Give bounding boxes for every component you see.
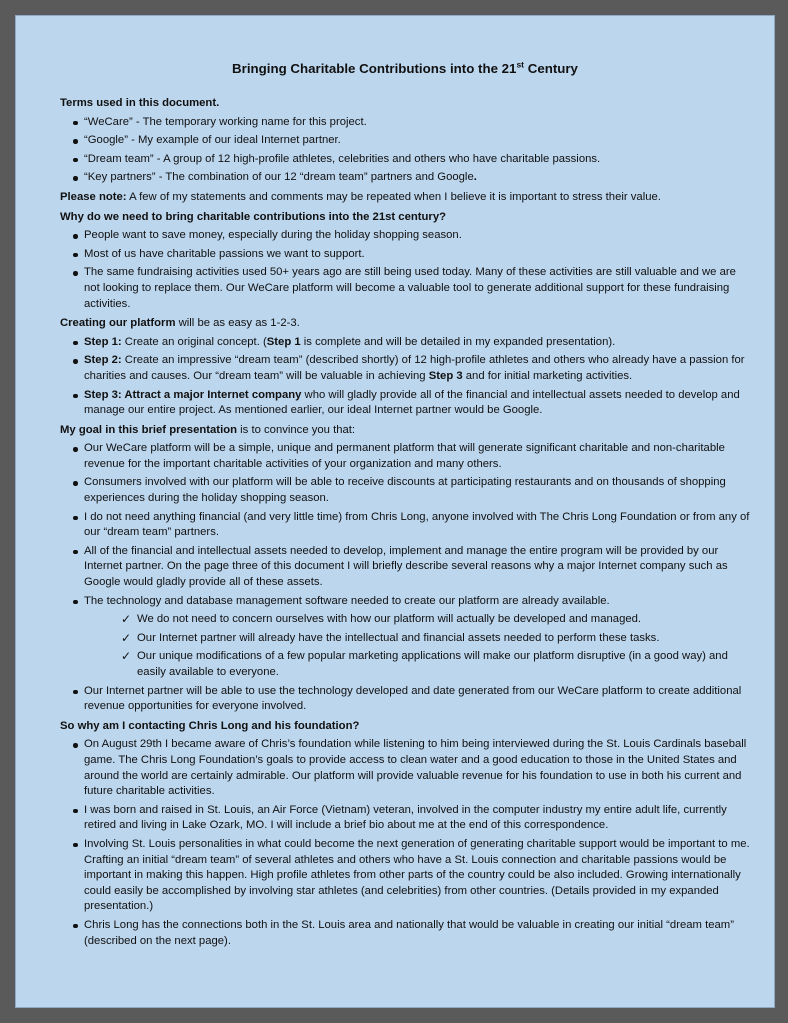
- list-item: The technology and database management software needed to create our platform are already available. ✓ We do not need to concern ourselves with how our platform will actually be developed and managed. ✓ Our Internet partner will already have the intellectual and financial assets needed to perform these tasks. ✓ Our unique modifications of a few popular marketing applications will make our platform disruptive (in a good way) and easily available to everyone.: [60, 594, 750, 681]
- document-title: [60, 60, 750, 77]
- checkmark-icon: ✓: [121, 612, 132, 627]
- check-item: ✓ Our Internet partner will already have the intellectual and financial assets needed to perform these tasks.: [121, 630, 660, 645]
- list-item: Consumers involved with our platform will be able to receive discounts at participating restaurants and on thousands of shopping experiences during the holiday shopping season.: [60, 475, 750, 506]
- check-list: [84, 612, 750, 680]
- why-list: [60, 228, 750, 312]
- steps-list: [60, 335, 750, 419]
- list-item: On August 29th I became aware of Chris’s foundation while listening to him being interviewed during the St. Louis Cardinals baseball game. The Chris Long Foundation’s goals to provide access to clean water and a good education to those in the United States and around the world are certainly admirable. Our platform will provide valuable revenue for his foundation to use in both his current and future charitable activities.: [60, 737, 750, 799]
- checkmark-icon: ✓: [121, 630, 132, 645]
- checkmark-icon: ✓: [121, 649, 132, 664]
- goal-list: [60, 441, 750, 715]
- list-item: Chris Long has the connections both in the St. Louis area and nationally that would be valuable in creating our initial “dream team” (described on the next page).: [60, 918, 750, 949]
- list-item: People want to save money, especially during the holiday shopping season.: [60, 228, 750, 244]
- contact-heading: So why am I contacting Chris Long and his foundation?: [60, 719, 360, 732]
- list-item: The same fundraising activities used 50+ years ago are still being used today. Many of these activities are still valuable and we are not looking to replace them. Our WeCare platform will become a valuable tool to generate additional support for these fundraising activities.: [60, 265, 750, 312]
- list-item: Our Internet partner will be able to use the technology developed and date generated from our WeCare platform to create additional revenue opportunities for everyone involved.: [60, 684, 750, 715]
- list-item: Our WeCare platform will be a simple, unique and permanent platform that will generate significant charitable and non-charitable revenue for the important charitable activities of your organization and many others.: [60, 441, 750, 472]
- title-text-end: Century: [524, 61, 578, 76]
- title-superscript: st: [516, 59, 525, 70]
- goal-heading: My goal in this brief presentation is to convince you that:: [60, 423, 356, 436]
- please-note: Please note: A few of my statements and comments may be repeated when I believe it is important to stress their value.: [60, 190, 661, 203]
- terms-list: [60, 115, 750, 186]
- terms-heading: Terms used in this document.: [60, 97, 220, 109]
- why-heading: Why do we need to bring charitable contributions into the 21st century?: [60, 210, 447, 223]
- title-text: Bringing Charitable Contributions into the 21: [232, 61, 517, 76]
- creating-heading: Creating our platform will be as easy as 1-2-3.: [60, 317, 300, 330]
- step-2-item: Step 2: Create an impressive “dream team” (described shortly) of 12 high-profile athletes and others who already have a passion for charities and causes. Our “dream team” will be valuable in achieving Step 3 and for initial marketing activities.: [60, 353, 750, 384]
- list-item: All of the financial and intellectual assets needed to develop, implement and manage the entire program will be provided by our Internet partner. On the page three of this document I will briefly describe several reasons why a major Internet company such as Google would gladly provide all of these assets.: [60, 544, 750, 591]
- step-3-item: Step 3: Attract a major Internet company who will gladly provide all of the financial and intellectual assets needed to develop and manage our entire project. As mentioned earlier, our ideal Internet partner would be Google.: [60, 388, 750, 419]
- list-item: I was born and raised in St. Louis, an Air Force (Vietnam) veteran, involved in the computer industry my entire adult life, currently retired and living in Lake Ozark, MO. I will include a brief bio about me at the end of this correspondence.: [60, 803, 750, 834]
- check-item: ✓ Our unique modifications of a few popular marketing applications will make our platform disruptive (in a good way) and easily available to everyone.: [121, 649, 728, 678]
- step-1-item: Step 1: Create an original concept. (Step 1 is complete and will be detailed in my expanded presentation).: [60, 335, 750, 351]
- list-item: “Dream team” - A group of 12 high-profile athletes, celebrities and others who have charitable passions.: [60, 152, 750, 168]
- list-item: I do not need anything financial (and very little time) from Chris Long, anyone involved with The Chris Long Foundation or from any of our “dream team” partners.: [60, 510, 750, 541]
- list-item: “Google” - My example of our ideal Internet partner.: [60, 133, 750, 149]
- check-item: ✓ We do not need to concern ourselves with how our platform will actually be developed and managed.: [121, 612, 642, 627]
- document-page: [15, 15, 775, 1008]
- document-content: [60, 60, 750, 949]
- contact-list: [60, 737, 750, 949]
- list-item: “WeCare” - The temporary working name for this project.: [60, 115, 750, 131]
- list-item: “Key partners” - The combination of our 12 “dream team” partners and Google.: [60, 170, 750, 186]
- list-item: Involving St. Louis personalities in what could become the next generation of generating charitable support would be important to me. Crafting an initial “dream team” of several athletes and others who have a St. Louis connection and charitable passions would be important in making this happen. High profile athletes from other parts of the country could be also included. Growing internationally could easily be accomplished by involving star athletes (and celebrities) from other countries. (Details provided in my expanded presentation.): [60, 837, 750, 915]
- list-item: Most of us have charitable passions we want to support.: [60, 247, 750, 263]
